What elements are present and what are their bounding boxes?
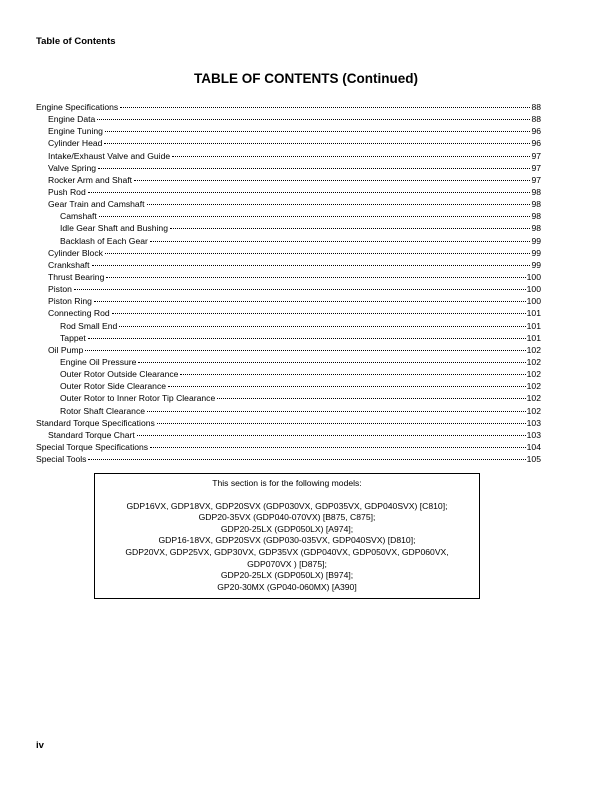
model-line: GDP20-35VX (GDP040-070VX) [B875, C875]; <box>198 512 376 523</box>
dot-leader <box>88 192 531 193</box>
toc-entry-label: Intake/Exhaust Valve and Guide <box>48 150 171 161</box>
toc-entry[interactable] <box>36 259 541 271</box>
dot-leader <box>88 459 525 460</box>
toc-entry[interactable] <box>36 295 541 307</box>
running-header: Table of Contents <box>36 36 116 47</box>
toc-entry-page: 102 <box>526 405 541 416</box>
toc-entry[interactable] <box>36 186 541 198</box>
toc-entry-label: Rocker Arm and Shaft <box>48 174 133 185</box>
toc-entry[interactable] <box>36 380 541 392</box>
toc-entry[interactable] <box>36 198 541 210</box>
toc-entry-label: Engine Tuning <box>48 126 103 137</box>
toc-entry[interactable] <box>36 210 541 222</box>
dot-leader <box>147 411 526 412</box>
toc-entry-page: 101 <box>526 320 541 331</box>
toc-entry-label: Special Tools <box>36 454 87 465</box>
toc-entry-page: 102 <box>526 381 541 392</box>
table-of-contents <box>36 101 541 465</box>
toc-entry[interactable] <box>36 441 541 453</box>
dot-leader <box>217 398 525 399</box>
model-line: GDP20-25LX (GDP050LX) [B974]; <box>220 570 354 581</box>
toc-entry-label: Connecting Rod <box>48 308 110 319</box>
dot-leader <box>172 156 530 157</box>
model-line: GDP16-18VX, GDP20SVX (GDP030-035VX, GDP040SVX) [D810]; <box>158 535 416 546</box>
toc-entry[interactable] <box>36 247 541 259</box>
toc-entry-label: Engine Data <box>48 114 96 125</box>
toc-entry-page: 88 <box>531 114 541 125</box>
toc-entry-page: 99 <box>531 247 541 258</box>
toc-entry-page: 88 <box>531 102 541 112</box>
toc-entry[interactable] <box>36 356 541 368</box>
toc-entry-page: 100 <box>526 296 541 307</box>
toc-entry[interactable] <box>36 417 541 429</box>
toc-entry-label: Engine Specifications <box>36 102 119 112</box>
toc-entry-page: 101 <box>526 308 541 319</box>
toc-entry-page: 103 <box>526 429 541 440</box>
toc-entry-label: Engine Oil Pressure <box>60 356 137 367</box>
toc-entry-label: Oil Pump <box>48 344 84 355</box>
toc-entry-page: 96 <box>531 126 541 137</box>
toc-entry-label: Tappet <box>60 332 86 343</box>
toc-entry[interactable] <box>36 162 541 174</box>
toc-entry-page: 100 <box>526 284 541 295</box>
toc-entry[interactable] <box>36 113 541 125</box>
models-list <box>95 501 479 594</box>
dot-leader <box>99 216 531 217</box>
toc-entry-label: Backlash of Each Gear <box>60 235 148 246</box>
toc-entry-label: Piston Ring <box>48 296 92 307</box>
model-line: GDP20VX, GDP25VX, GDP30VX, GDP35VX (GDP040VX, GDP050VX, GDP060VX, <box>125 546 449 557</box>
toc-entry-page: 97 <box>531 174 541 185</box>
toc-entry-label: Idle Gear Shaft and Bushing <box>60 223 168 234</box>
toc-entry-page: 105 <box>526 454 541 465</box>
dot-leader <box>97 119 530 120</box>
toc-entry-label: Rod Small End <box>60 320 118 331</box>
model-line: GDP16VX, GDP18VX, GDP20SVX (GDP030VX, GDP035VX, GDP040SVX) [C810]; <box>126 500 448 511</box>
model-line: GP20-30MX (GP040-060MX) [A390] <box>217 581 357 592</box>
toc-entry[interactable] <box>36 392 541 404</box>
toc-entry[interactable] <box>36 453 541 465</box>
toc-entry-label: Cylinder Block <box>48 247 103 258</box>
toc-entry-page: 99 <box>531 235 541 246</box>
dot-leader <box>74 289 526 290</box>
toc-entry[interactable] <box>36 307 541 319</box>
toc-entry-label: Outer Rotor Side Clearance <box>60 381 167 392</box>
toc-entry[interactable] <box>36 174 541 186</box>
dot-leader <box>120 107 530 108</box>
dot-leader <box>137 435 526 436</box>
toc-entry-label: Standard Torque Specifications <box>36 417 155 428</box>
dot-leader <box>150 241 531 242</box>
page-number: iv <box>36 740 44 751</box>
toc-entry[interactable] <box>36 101 541 113</box>
toc-entry-page: 96 <box>531 138 541 149</box>
dot-leader <box>104 143 530 144</box>
dot-leader <box>92 265 531 266</box>
toc-entry-page: 103 <box>526 417 541 428</box>
toc-entry-page: 102 <box>526 356 541 367</box>
toc-entry[interactable] <box>36 368 541 380</box>
toc-entry-page: 98 <box>531 223 541 234</box>
toc-entry-page: 98 <box>531 211 541 222</box>
toc-entry-label: Crankshaft <box>48 259 90 270</box>
toc-entry-page: 104 <box>526 441 541 452</box>
applicable-models-box <box>94 473 480 599</box>
dot-leader <box>147 204 531 205</box>
toc-entry[interactable] <box>36 332 541 344</box>
model-line: GDP070VX ) [D875]; <box>247 558 327 569</box>
dot-leader <box>88 338 526 339</box>
dot-leader <box>98 168 530 169</box>
toc-entry-label: Rotor Shaft Clearance <box>60 405 146 416</box>
toc-entry[interactable] <box>36 429 541 441</box>
toc-entry-label: Gear Train and Camshaft <box>48 199 145 210</box>
toc-entry[interactable] <box>36 344 541 356</box>
toc-entry[interactable] <box>36 125 541 137</box>
toc-entry-label: Thrust Bearing <box>48 271 105 282</box>
dot-leader <box>180 374 525 375</box>
toc-entry-page: 97 <box>531 150 541 161</box>
toc-entry[interactable] <box>36 320 541 332</box>
toc-entry-page: 98 <box>531 199 541 210</box>
toc-entry-label: Camshaft <box>60 211 97 222</box>
dot-leader <box>94 301 526 302</box>
toc-entry-page: 100 <box>526 271 541 282</box>
toc-entry-label: Outer Rotor Outside Clearance <box>60 369 179 380</box>
toc-entry-label: Outer Rotor to Inner Rotor Tip Clearance <box>60 393 216 404</box>
models-intro: This section is for the following models: <box>212 478 362 488</box>
toc-entry-page: 102 <box>526 344 541 355</box>
toc-entry-label: Special Torque Specifications <box>36 441 149 452</box>
toc-entry-page: 97 <box>531 162 541 173</box>
toc-entry[interactable] <box>36 271 541 283</box>
toc-entry-label: Cylinder Head <box>48 138 103 149</box>
toc-entry[interactable] <box>36 283 541 295</box>
dot-leader <box>168 386 526 387</box>
toc-entry[interactable] <box>36 137 541 149</box>
dot-leader <box>150 447 526 448</box>
dot-leader <box>138 362 525 363</box>
toc-entry-page: 99 <box>531 259 541 270</box>
dot-leader <box>112 313 526 314</box>
dot-leader <box>157 423 526 424</box>
dot-leader <box>119 326 525 327</box>
toc-entry-page: 102 <box>526 393 541 404</box>
toc-entry[interactable] <box>36 405 541 417</box>
toc-entry-label: Standard Torque Chart <box>48 429 135 440</box>
dot-leader <box>105 131 530 132</box>
dot-leader <box>105 253 531 254</box>
dot-leader <box>85 350 525 351</box>
toc-entry-label: Push Rod <box>48 186 86 197</box>
toc-entry[interactable] <box>36 150 541 162</box>
dot-leader <box>106 277 525 278</box>
dot-leader <box>134 180 530 181</box>
toc-entry-page: 102 <box>526 369 541 380</box>
page-title: TABLE OF CONTENTS (Continued) <box>194 71 418 86</box>
toc-entry[interactable] <box>36 235 541 247</box>
toc-entry-label: Piston <box>48 284 72 295</box>
toc-entry-page: 101 <box>526 332 541 343</box>
model-line: GDP20-25LX (GDP050LX) [A974]; <box>220 523 354 534</box>
toc-entry-page: 98 <box>531 186 541 197</box>
toc-entry[interactable] <box>36 222 541 234</box>
dot-leader <box>170 228 530 229</box>
toc-entry-label: Valve Spring <box>48 162 97 173</box>
